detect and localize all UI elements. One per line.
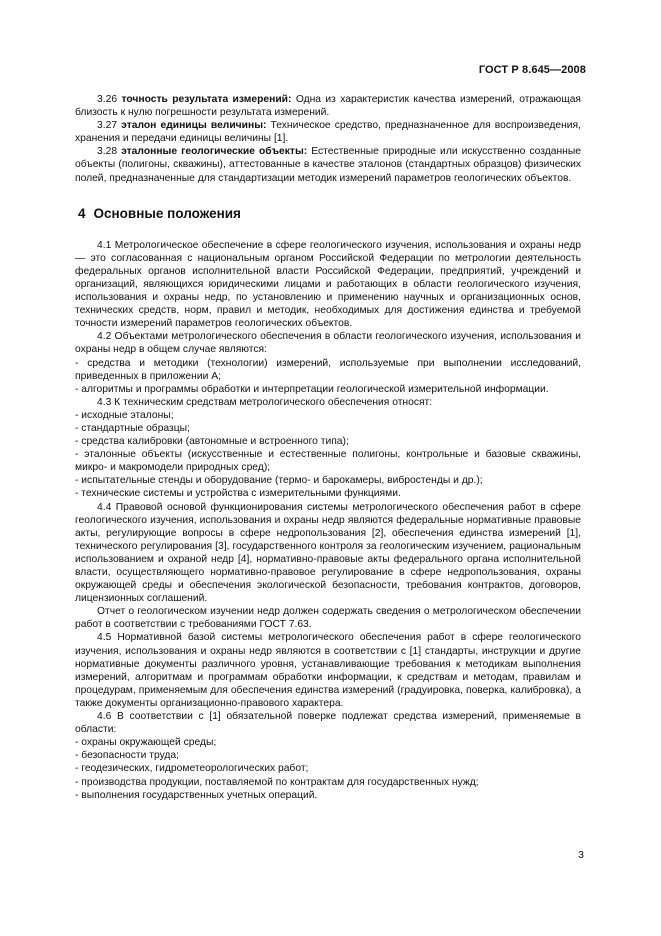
definition-3-27 — [75, 119, 581, 145]
list-item: - алгоритмы и программы обработки и интерпретации геологической измерительной информации. — [75, 383, 581, 396]
definition-number: 3.28 — [97, 146, 118, 158]
document-header: ГОСТ Р 8.645—2008 — [478, 64, 586, 76]
paragraph-4-3: 4.3 К техническим средствам метрологического обеспечения относят: — [97, 396, 433, 408]
paragraph-4-4: 4.4 Правовой основой функционирования системы метрологического обеспечения работ в сфере геологического изучения, использования и охраны недр являются федеральные нормативные правовые акты, регулирующие вопросы в сфере недропользования [2], обеспечения единства измерений [1], технического регулирования [3], государственного контроля за геологическим изучением, рациональным использованием и охраной недр [4], нормативно-правовые акты федерального органа исполнительной власти, осуществляющего нормативно-правовое регулирование в сфере недропользования, охраны окружающей среды и обеспечения экологической безопасности, требования контрактов, договоров, лицензионных соглашений. — [75, 501, 581, 605]
list-item: - средства и методики (технологии) измерений, используемые при выполнении исследований, приведенных в приложении А; — [75, 357, 581, 383]
list-item: - охраны окружающей среды; — [75, 736, 581, 749]
page-content — [75, 93, 581, 802]
paragraph-4-6: 4.6 В соответствии с [1] обязательной поверке подлежат средства измерений, применяемые в области: — [75, 711, 581, 736]
definition-text: Одна из характеристик качества измерений, отражающая близость к нулю погрешности результата измерений. — [75, 94, 581, 119]
definition-text: Естественные природные или искусственно созданные объекты (полигоны, скважины), аттестованные в качестве эталонов (стандартных образцов) физических полей, предназначенные для стандартизации методик измерений параметров геологических объектов. — [75, 146, 581, 184]
list-item: - стандартные образцы; — [75, 422, 581, 435]
list-item: - производства продукции, поставляемой по контрактам для государственных нужд; — [75, 776, 581, 789]
paragraph-4-5: 4.5 Нормативной базой системы метрологического обеспечения работ в сфере геологического изучения, использования и охраны недр являются в соответствии с [1] стандарты, инструкции и другие нормативные документы различного уровня, устанавливающие требования к методикам выполнения измерений, алгоритмам и программам обработки информации, к средствам и методам, правилам и процедурам, применяемым для обеспечения единства измерений (градуировка, поверка, калибровка), а также документы организационно-правового характера. — [75, 632, 581, 709]
list-item: - испытательные стенды и оборудование (термо- и барокамеры, вибростенды и др.); — [75, 474, 581, 487]
section-title: Основные положения — [93, 205, 241, 221]
page-number: 3 — [578, 849, 584, 861]
paragraph-4-2: 4.2 Объектами метрологического обеспечения в области геологического изучения, использования и охраны недр в общем случае являются: — [75, 331, 581, 356]
list-item: - безопасности труда; — [75, 749, 581, 762]
definition-term: эталон единицы величины: — [121, 120, 267, 132]
list-item: - средства калибровки (автономные и встроенного типа); — [75, 435, 581, 448]
paragraph-4-1: 4.1 Метрологическое обеспечение в сфере геологического изучения, использования и охраны недр — это согласованная с национальным органом Российской Федерации по метрологии деятельность федеральных органов исполнительной власти Российской Федерации, предприятий, учреждений и организаций, являющихся юридическими лицами и работающих в области геологического изучения, использования и охраны недр, по установлению и применению научных и организационных основ, технических средств, норм, правил и методик, необходимых для достижения единства и требуемой точности измерений параметров геологических объектов. — [75, 239, 581, 330]
list-item: - исходные эталоны; — [75, 409, 581, 422]
section-number: 4 — [78, 205, 86, 221]
definition-term: эталонные геологические объекты: — [121, 146, 308, 158]
list-item: - технические системы и устройства с измерительными функциями. — [75, 487, 581, 500]
definition-number: 3.27 — [97, 120, 118, 132]
list-item: - выполнения государственных учетных операций. — [75, 789, 581, 802]
section-heading — [75, 206, 581, 222]
paragraph-4-4-report: Отчет о геологическом изучении недр должен содержать сведения о метрологическом обеспечении работ в соответствии с требованиями ГОСТ 7.63. — [75, 606, 581, 631]
definition-3-28 — [75, 145, 581, 184]
list-item: - эталонные объекты (искусственные и естественные полигоны, контрольные и базовые скважины, микро- и макромодели природных сред); — [75, 448, 581, 474]
definition-3-26 — [75, 93, 581, 119]
definition-text: Техническое средство, предназначенное для воспроизведения, хранения и передачи единицы величины [1]. — [75, 120, 581, 145]
definition-term: точность результата измерений: — [121, 94, 292, 105]
list-item: - геодезических, гидрометеорологических работ; — [75, 762, 581, 775]
definition-number: 3.26 — [97, 94, 118, 105]
